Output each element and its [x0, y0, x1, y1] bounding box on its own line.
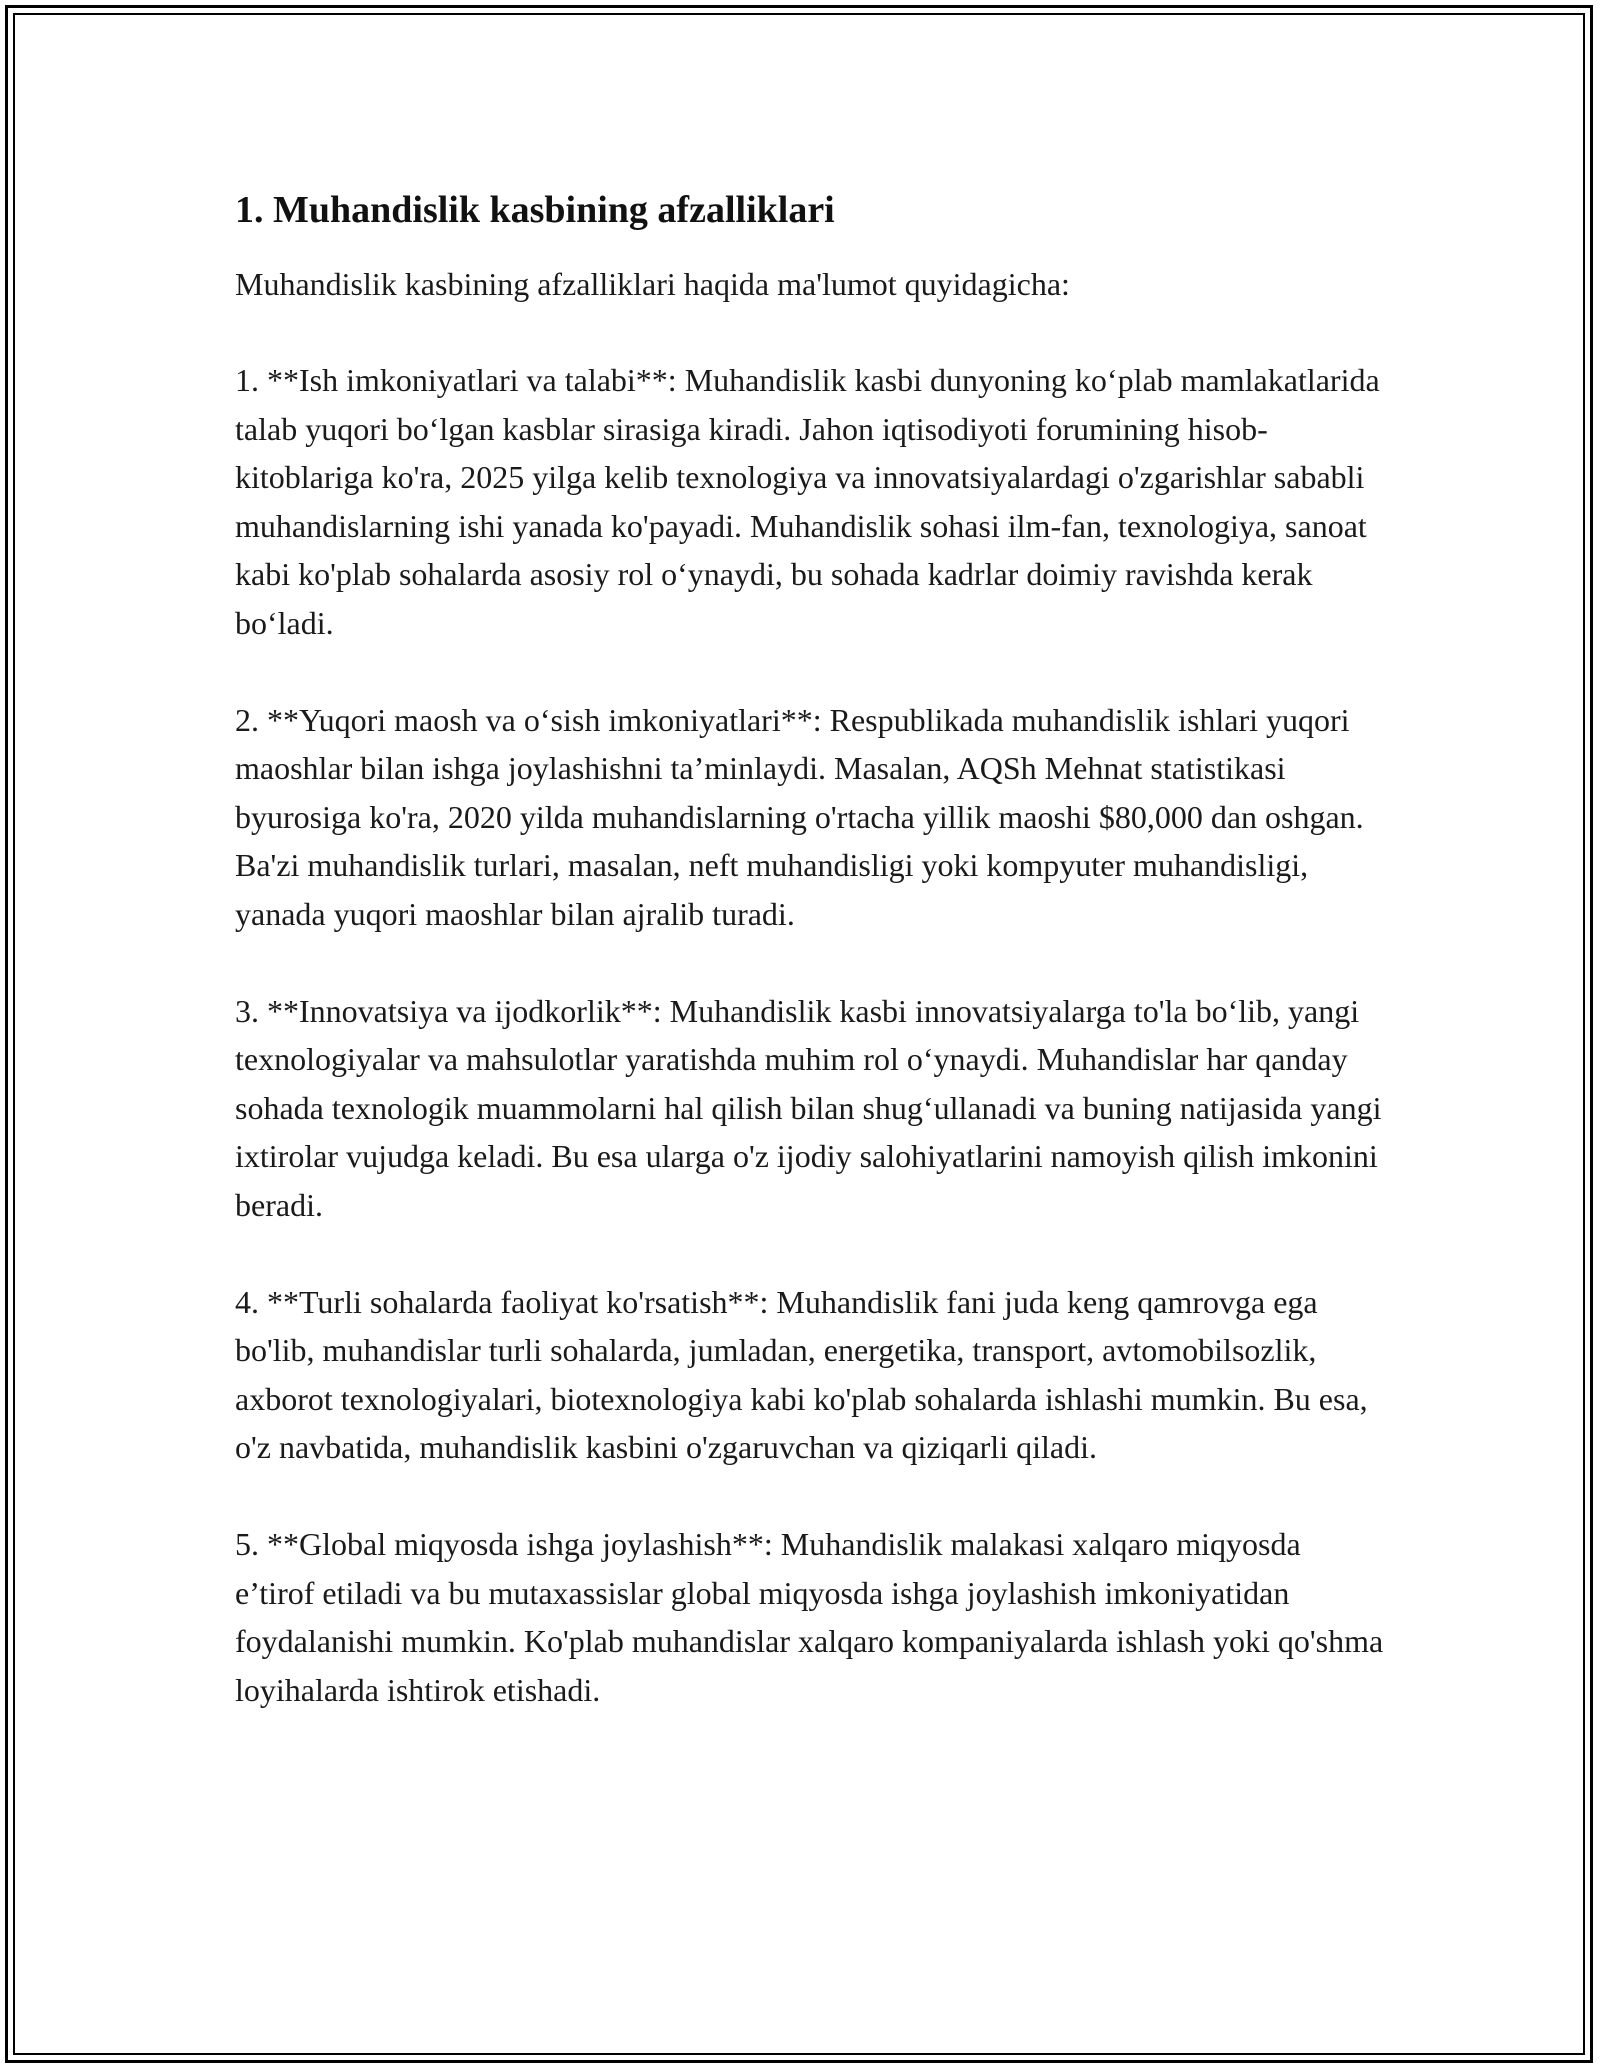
- list-item-4: 4. **Turli sohalarda faoliyat ko'rsatish**: Muhandislik fani juda keng qamrovga ega bo'lib, muhandislar turli sohalarda, jumladan, energetika, transport, avtomobilsozlik, axborot texnologiyalari, biotexnologiya kabi ko'plab sohalarda ishlashi mumkin. Bu esa, o'z navbatida, muhandislik kasbini o'zgaruvchan va qiziqarli qiladi.: [235, 1283, 1368, 1465]
- section-heading: 1. Muhandislik kasbining afzalliklari: [235, 189, 835, 231]
- list-item-2: 2. **Yuqori maosh va o‘sish imkoniyatlari**: Respublikada muhandislik ishlari yuqori maoshlar bilan ishga joylashishni ta’minlaydi. Masalan, AQSh Mehnat statistikasi byurosiga ko'ra, 2020 yilda muhandislarning o'rtacha yillik maoshi $80,000 dan oshgan. Ba'zi muhandislik turlari, masalan, neft muhandisligi yoki kompyuter muhandisligi, yanada yuqori maoshlar bilan ajralib turadi.: [235, 701, 1364, 932]
- list-item-5: 5. **Global miqyosda ishga joylashish**: Muhandislik malakasi xalqaro miqyosda e’tirof etiladi va bu mutaxassislar global miqyosda ishga joylashish imkoniyatidan foydalanishi mumkin. Ko'plab muhandislar xalqaro kompaniyalarda ishlash yoki qo'shma loyihalarda ishtirok etishadi.: [235, 1526, 1384, 1708]
- list-item-3: 3. **Innovatsiya va ijodkorlik**: Muhandislik kasbi innovatsiyalarga to'la bo‘lib, yangi texnologiyalar va mahsulotlar yaratishda muhim rol o‘ynaydi. Muhandislar har qanday sohada texnologik muammolarni hal qilish bilan shug‘ullanadi va buning natijasida yangi ixtirolar vujudga keladi. Bu esa ularga o'z ijodiy salohiyatlarini namoyish qilish imkonini beradi.: [235, 992, 1382, 1223]
- document-body: [235, 186, 1385, 1763]
- list-item-1: 1. **Ish imkoniyatlari va talabi**: Muhandislik kasbi dunyoning ko‘plab mamlakatlarida talab yuqori bo‘lgan kasblar sirasiga kiradi. Jahon iqtisodiyoti forumining hisob-kitoblariga ko'ra, 2025 yilga kelib texnologiya va innovatsiyalardagi o'zgarishlar sababli muhandislarning ishi yanada ko'payadi. Muhandislik sohasi ilm-fan, texnologiya, sanoat kabi ko'plab sohalarda asosiy rol o‘ynaydi, bu sohada kadrlar doimiy ravishda kerak bo‘ladi.: [235, 362, 1380, 641]
- intro-paragraph: Muhandislik kasbining afzalliklari haqida ma'lumot quyidagicha:: [235, 266, 1070, 302]
